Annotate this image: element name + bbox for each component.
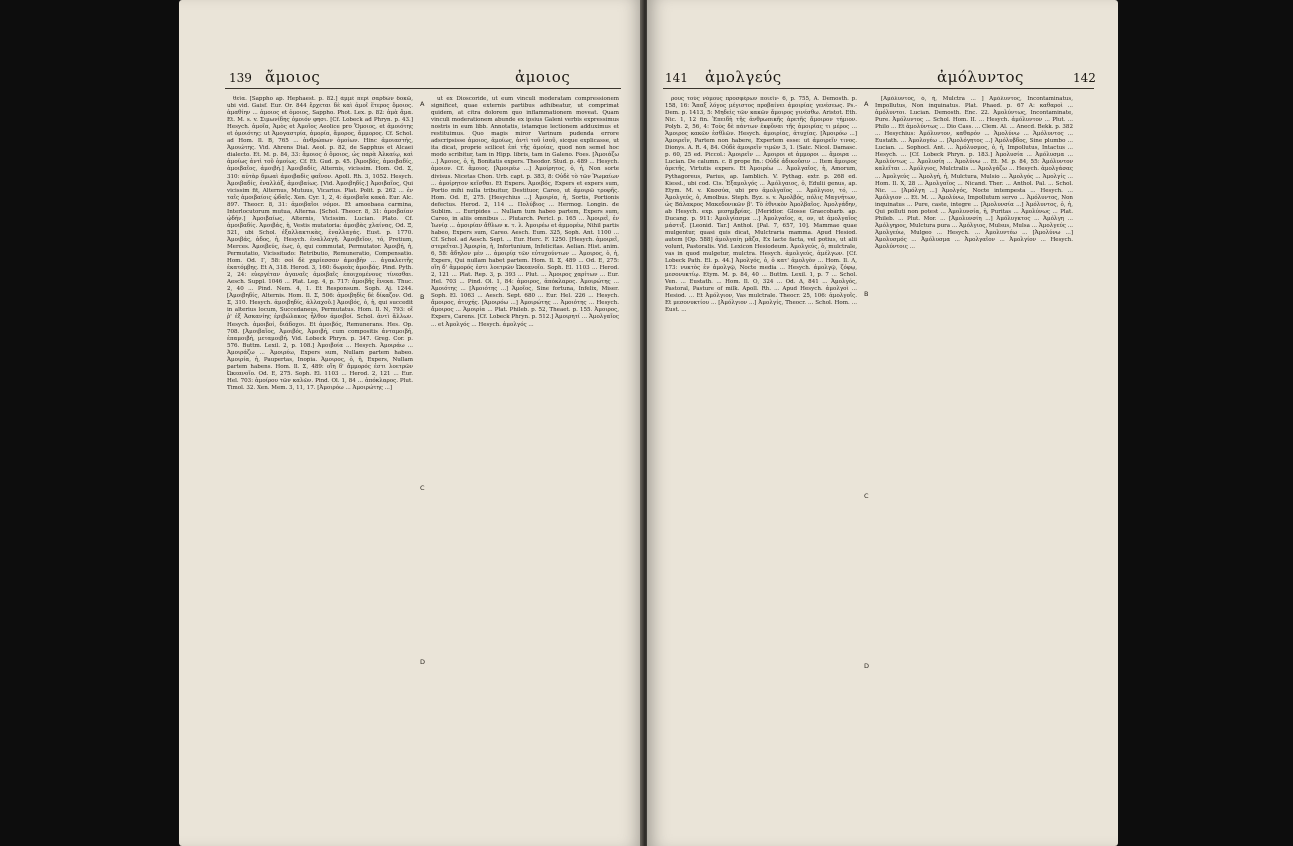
margin-letter-c: C	[420, 484, 425, 492]
headword-amoios: ἄμοιος	[265, 68, 321, 86]
right-margin-letter-a: A	[864, 100, 869, 108]
right-margin-letter-d: D	[864, 662, 870, 670]
right-margin-letter-b: B	[864, 290, 869, 298]
column-b	[431, 96, 619, 820]
header-rule	[225, 88, 621, 89]
page-number-139: 139	[229, 71, 252, 85]
column-b-text: ut ex Dioscoride, ut eum vinculi moderatam compressionem significet, quae externis partibus adhibeatur, ut comprimat quidem, at citra dolorem quo inflammationem moveat. Quam vinculi moderationem abunde ex ipsius Galeni verbis expressimus nostris in eum libb. Annotatis, istamque lectionem adduximus et restituimus. Quo magis miror Varinum pudenda errore adscripsisse ἀμοιος, ἀμοίως, ἀντὶ τοῦ ἰσοῦ, sicque explicasse, ut ita dicat, proprie scilicet ἐπὶ τῆς ἀμοίας, quod non semel hoc modo scribitur, tam in Hipp. libris, tam in Galeno. Foes. [Ἀμοιάζω ...] Ἀμοιος, ὁ, ἡ, Bonitatis expers. Theodor. Stud. p. 489 ... Hesych. ἀμοιον. Cf. ἄμοιος. [Ἀμοιρέω ...] Ἀμοίρητος, ὁ, ἡ, Non sorte divisus. Nicetas Chon. Urb. capt. p. 383, 8: Οὐδὲ τὸ τῶν Ῥωμαίων ... ἀμοίρητον κεῖσθαι. Et Expers. Ἀμοιβός, Expers et expers sum, Portio mihi nulla tribuitur, Destituor, Careo, ut ἀμοιρῶ τροφῆς. Hom. Od. Ε, 275. [Hesychius ...] Ἀμοιρία, ἡ, Sortis, Portionis defectus. Herod. 2, 114 ... Πολύβιος ... Hermog. Longin. de Sublim. ... Euripides ... Nullam tum habeo partem, Expers sum, Careo, in aliis omnibus ... Plutarch. Pericl. p. 165 ... Ἀμοιρεῖ, ἐν Ἰωνίᾳ ... ἀμοιρίαν ἄθλων κ. τ. λ. Ἀμοιρέω et ἀμμορέω, Nihil partis habeo, Expers sum, Careo. Aesch. Eum. 325, Soph. Ant. 1100 ... Cf. Schol. ad Aesch. Sept. ... Eur. Herc. F. 1250. [Hesych. ἀμοιρεῖ, στερεῖται.] Ἀμοιρία, ἡ, Infortunium, Infelicitas. Aelian. Hist. anim. 6, 58: ἄδηλον μὲν ... ἀμοιρίᾳ τῶν εὐτυχούντων ... Ἀμοιρος, ὁ, ἡ, Expers, Qui nullam habet partem. Hom. Il. Σ, 489 ... Od. Ε, 275: οἴη δ' ἄμμορός ἐστι λοετρῶν Ὠκεανοῖο. Soph. El. 1103 ... Herod. 2, 121 ... Plat. Rep. 3, p. 393 ... Plut. ... Ἀμοιρος χαρίτων ... Eur. Hel. 703 ... Pind. Ol. 1, 84: ἀμοιρος, ἀπόκλαρος. Ἀμοιρώτης ... Ἀμοιότης ... [Ἀμοιότης ...] Ἀμοῖος, Sine fortuna, Infelix, Miser. Soph. El. 1063 ... Aesch. Sept. 680 ... Eur. Hel. 226 ... Hesych. ἄμοιρος, ἀτυχής. [Ἀμοιρόω ...] Ἀμοιρώτης ... Ἀμοιότης ... Hesych. ἄμοιρος ... Ἀμοιρία ... Plat. Phileb. p. 52, Theaet. p. 155. Ἀμοιρος, Expers, Carens. [Cf. Lobeck Phryn. p. 512.] Ἀμοιρητί ... Ἀμολγαῖος ... et Ἀμολγός ... Hesych. ἀμολγός ...	[431, 96, 619, 328]
margin-letter-d: D	[420, 658, 426, 666]
margin-letter-a: A	[420, 100, 425, 108]
column-a-text: θεῖα. [Sappho ap. Hephaest. p. 82.] ἀμμὲ περὶ σαρδὼν δοκῶ, ubi vid. Gaisf. Eur. Or. 844 ἔρχεται δὲ καὶ ἀμοῖ ἕτερος ὅμοιος. ἀμαθίην ... ἀμοιος et ὁμοιος, Sappho. Phot. Lex. p. 82: ἀμὰ ἅμα. Et. M. s. v. Σιμωνίδης ὁμοιόν φησι. [Cf. Lobeck ad Phryn. p. 43.] Hesych. ἀμοῖα, Ἀμὸς et Ἀμοῖος Aeolice pro Ὅμοιος, et ἀμοιότης et ὁμοιότης: ut Ἀμογαστρία, ἀμορία, ἄμορος, ἄμμορος. Cf. Schol. ad Hom. Il. Β, 765 ... ἀνθρώπων ὁμοίων. Hinc ἀμοιαστής, Ἀμοιώτης. Vid. Ahrens Dial. Aeol. p. 82, de Sapphus et Alcaei dialecto. Et. M. p. 84, 33: ἄμοιος ὁ ὅμοιος, ὡς παρὰ Ἀλκαίῳ, καὶ ἀμοίως ἀντὶ τοῦ ὁμοίως. Cf. Et. Gud. p. 45. [Ἀμοιβάς, ἀμοιβαδίς, ἀμοιβαῖος, ἀμοιβή.] Ἀμοιβαδίς, Alternis, vicissim. Hom. Od. Σ, 310: αὐτὰρ δμωαὶ ἀμοιβαδὶς φαῖνον. Apoll. Rh. 3, 1052. Hesych. Ἀμοιβαδίς, ἐναλλάξ, ἀμοιβαίως. [Vid. Ἀμοιβηδίς.] Ἀμοιβαῖος, Qui vicissim fit, Alternus, Mutuus, Vicarius. Plat. Polit. p. 262 ... ἐν ταῖς ἀμοιβαίοις ᾠδαῖς. Xen. Cyr. 1, 2, 4: ἀμοιβαῖα κακά. Eur. Alc. 897. Theocr. 8, 31: ἀμοιβαῖοι νόμοι. Et amoebaea carmina, Interlocutorum mutua, Alterna. [Schol. Theocr. 8, 31: ἀμοιβαίαν ᾠδήν.] Ἀμοιβαίως, Alternis, Vicissim. Lucian. Plato. Cf. ἀμοιβαδίς. Ἀμοιβάς, ἡ, Vestis mutatoria: ἀμοιβὰς χλαίνας, Od. Ξ, 521, ubi Schol. ἐξαλλακτικὰς, ἐναλλαγάς. Eust. p. 1770. Ἀμοιβάς, ἀδος, ἡ, Hesych. ἐναλλαγή. Ἀμοιβεῖον, τό, Pretium, Merces. Ἀμοιβεύς, έως, ὁ, qui commutat, Permutator. Ἀμοιβή, ἡ, Permutatio, Vicissitudo: Retributio, Remuneratio, Compensatio. Hom. Od. Γ, 58: σοὶ δὲ χαρίεσσαν ἀμοιβὴν ... ἀγακλειτῆς ἑκατόμβης. Et Α, 318. Herod. 3, 160: δωρεὰς ἀμοιβάς. Pind. Pyth. 2, 24: εὐεργέταν ἀγαναῖς ἀμοιβαῖς ἐποιχομένους τίνεσθαι. Aesch. Suppl. 1046 ... Plat. Leg. 4, p. 717: ἀμοιβῆς ἕνεκα. Thuc. 2, 40 ... Pind. Nem. 4, 1. Et Responsum. Soph. Aj. 1244. [Ἀμοιβηδίς, Alternis. Hom. Il. Σ, 506: ἀμοιβηδὶς δὲ δίκαζον. Od. Σ, 310. Hesych. ἀμοιβηδίς, ἀλλαχοῦ.] Ἀμοιβός, ὁ, ἡ, qui succedit in alterius locum, Succedaneus, Permutatus. Hom. Il. Ν, 793: οἳ ῥ' ἐξ Ἀσκανίης ἐριβώλακος ἦλθον ἀμοιβοί. Schol. ἀντὶ ἄλλων. Hesych. ἀμοιβοί, διάδοχοι. Et ἀμοιβός, Remunerans. Hes. Op. 708. [Ἀμοιβαῖος, Ἀμοιβός, Ἀμοιβή, cum compositis ἀνταμοιβή, ἐπαμοιβή, μεταμοιβή. Vid. Lobeck Phryn. p. 347. Greg. Cor. p. 576. Buttm. Lexil. 2, p. 108.] Ἀμοιβοία ... Hesych. Ἀμοιράω ... Ἀμοιράζω ... Ἀμοιρέω, Expers sum, Nullam partem habeo. Ἀμοιρία, ἡ, Paupertas, Inopia. Ἀμοιρος, ὁ, ἡ, Expers, Nullam partem habens. Hom. Il. Σ, 489: οἴη δ' ἄμμορός ἐστι λοετρῶν Ὠκεανοῖο. Od. Ε, 275. Soph. El. 1103 ... Herod. 2, 121 ... Eur. Hel. 703: ἀμοίρου τῶν καλῶν. Pind. Ol. 1, 84 ... ἀπόκλαρος. Plut. Timol. 32. Xen. Mem. 3, 11, 17. [Ἀμοιρόω ... Ἀμοιρώτης ...]	[227, 96, 413, 391]
right-page	[647, 0, 1118, 846]
right-column-b-text: [Ἀμόλυντος, ὁ, ἡ, Mulctra ... ] Ἀμόλυντος, Incontaminatus, Impollutus, Non inquinatus. Plat. Phaed. p. 67 A: καθαροὶ ... ἀμόλυντοι. Lucian. Demosth. Enc. 22. Ἀμολύντως, Incontaminate, Pure. Ἀμόλυντος ... Schol. Hom. II. ... Hesych. ἀμόλυντον ... Plut. ... Philo ... Et ἀμολύντως ... Dio Cass. ... Clem. Al. ... Anecd. Bekk. p. 382 ... Hesychius: Ἀμόλυντον, καθαρόν ... Ἀμολύνω ... Ἀμόλυντος ... Eustath. ... Ἀμολογέω ... [Ἀμολόγητος ...] Ἀμόλυβδος, Sine plumbo ... Lucian. ... Sophocl. Ant. ... Ἀμόλυσμος, ὁ, ἡ, Impollutus, Intactus ... Hesych. ... [Cf. Lobeck Phryn. p. 183.] Ἀμολυσία ... Ἀμόλυσμα ... Ἀμολύντως ... Ἀμολυσίη ... Ἀμολύνω ... Et. M. p. 84, 55: Ἀμόλυντον καλεῖται ... Ἀμόλγιος, Mulctralis ... Ἀμολγάζω ... Hesych. ἀμολγάσας ... Ἀμολγεύς ... Ἀμολγή, ἡ, Mulctura, Mulsio ... Ἀμολγός ... Ἀμολγίς ... Hom. Il. Χ, 28 ... Ἀμολγαῖος ... Nicand. Ther. ... Anthol. Pal. ... Schol. Nic. ... [Ἀμόλγη ...] Ἀμολγός, Nocte intempesta ... Hesych. ... Ἀμόλγιον ... Et. M. ... Ἀμολύνω, Impollutum servo ... Ἀμόλυντος, Non inquinatus ... Pure, caste, integre ... [Ἀμολυνσία ...] Ἀμόλυντος, ὁ, ἡ, Qui polluti non potest ... Ἀμολυνσία, ἡ, Puritas ... Ἀμολύνως ... Plat. Phileb. ... Plut. Mor. ... [Ἀμολυνσίη ...] Ἀμόλυγκτος ... Ἀμόλγη ... Ἀμόλγηρος, Mulctura pura ... Ἀμόλγιος, Mulsus, Mulsa ... Ἀμολγεύς ... Ἀμολγεύω, Mulgeo ... Hesych. ... Ἀμολυντέω ... [Ἀμολύνω ...] Ἀμολυσμός ... Ἀμόλυσμα ... Ἀμολγαῖον ... Ἀμολγίον ... Hesych. Ἀμολύντοις ...	[875, 96, 1073, 250]
right-running-head	[647, 66, 1118, 90]
right-column-a	[665, 96, 857, 820]
right-column-a-text: ρους τοὺς νόμους προσφέρων ποιεῖν· 6, p. 755, A. Demosth. p. 158, 16: Ἅπαξ λόγος μέγιστος προβαίνει ἀμοιρίας γενέσεως. Ps.-Dem. p. 1413, 5: Μηδεὶς τῶν κακῶν ἄμοιρος γινέσθω. Aristot. Eth. Nic. 1, 12 fin. Ἐπειδὴ τῆς ἀνθρωπικῆς ἀρετῆς ἄμοιρον τήμιον. Polyb. 2, 56, 4: Τοὺς δὲ πάντων ἐκφῦναι τῆς ἀμοιρίας τι μέρος ... Ἄμοιρος κακῶν ἐσθλῶν. Hesych. ἀμοιρίας, ἀτυχίας. [Ἀμοιρόω ...] Ἀμοιρεῖν, Partem non habere, Expertem esse: ut ἀμοιρεῖν τινος. Dionys. A. R. 4, 84. Οὐδὲ ἀμοιρεῖν τιμῶν 3, 1. (Saic. Nicol. Damasc. p. 60, 25 ed. Piccol.: Ἀμοιρεῖν ... Ἀμοιροι et ἀμμοροι ... ἄμοιρα ... Lucian. De calumn. c. 8 prope fin.: Οὐδὲ ἀδικοῦσιν ... Item ἄμοιρος ἀρετῆς, Virtutis expers. Et Ἀμοιρέω ... Ἀμολγαῖος, ἡ, Amorum, Pythagoreus, Parius, ap. Iamblich. V. Pythag. extr. p. 268 ed. Kiessl., ubi cod. Cis. Ἐξαμολγός ... Ἀμόλγαιος, ὁ, Edulii genus, ap. Etym. M. v. Κασσύα, ubi pro ἀμολγαῖος ... Ἀμόλγιον, τό, ... Ἀμολγεύς, ὁ, Amolbus. Steph. Byz. s. v. Ἀμολβός, πόλις Μαγνήτων, ὡς Βάλακρος Μακεδονικῶν β'. Τὸ ἐθνικὸν Ἀμολβαῖος. Ἀμολγάδην, ab Hesych. exp. μεσημβρίας. [Meridior. Glosse Graecobarb. ap. Ducang. p. 911: Ἀμολγίασμα ...] Ἀμολγαῖος, α, ον, ut ἀμολγαῖος μάστιξ. [Leonid. Tar.] Anthol. [Pal. 7, 657, 10]. Mammae quae mulgentur, quasi quis dicat, Mulctraria mamma. Apud Hesiod. autem [Op. 588] ἀμολγαίη μᾶζα, Ex lacte facta, vel potius, ut alii volunt, Pastoralis. Vid. Lexicon Hesiodeum. Ἀμολγεύς, ὁ, mulctrale, vas in quod mulgetur, mulctra. Hesych. ἀμολγεύς, ἀμέλγων. [Cf. Lobeck Path. El. p. 44.] Ἀμολγός, ὁ, ὁ κατ' ἀμολγὸν ... Hom. Il. Λ, 173: νυκτὸς ἐν ἀμολγῷ, Nocte media ... Hesych. ἀμολγῷ, ζόφῳ, μεσονυκτίῳ. Etym. M. p. 84, 40 ... Buttm. Lexil. 1, p. 7 ... Schol. Ven. ... Eustath. ... Hom. Il. Ο, 324 ... Od. Δ, 841 ... Ἀμολγός, Pastoral, Pasture of milk. Apoll. Rh. ... Apud Hesych. ἀμολγοὶ ... Hesiod. ... Et Ἀμόλγιον, Vas mulctrale. Theocr. 25, 106: ἀμολγοῖς. Et μεσονυκτίου ... [Ἀμόλγιον ...] Ἀμολγίς, Theocr. ... Schol. Hom. ... Eust. ...	[665, 96, 857, 314]
left-running-head	[179, 66, 643, 90]
headword-amolgeus: ἀμολγεύς	[705, 68, 782, 86]
margin-letter-b: B	[420, 293, 425, 301]
left-page	[179, 0, 643, 846]
headword-amoios-2: ἀμοιος	[515, 68, 571, 86]
page-number-142: 142	[1073, 71, 1096, 85]
header-rule-right	[663, 88, 1094, 89]
page-number-141: 141	[665, 71, 688, 85]
right-column-b	[875, 96, 1073, 820]
right-margin-letter-c: C	[864, 492, 869, 500]
column-a	[227, 96, 413, 820]
headword-amolyntos: ἀμόλυντος	[937, 68, 1024, 86]
